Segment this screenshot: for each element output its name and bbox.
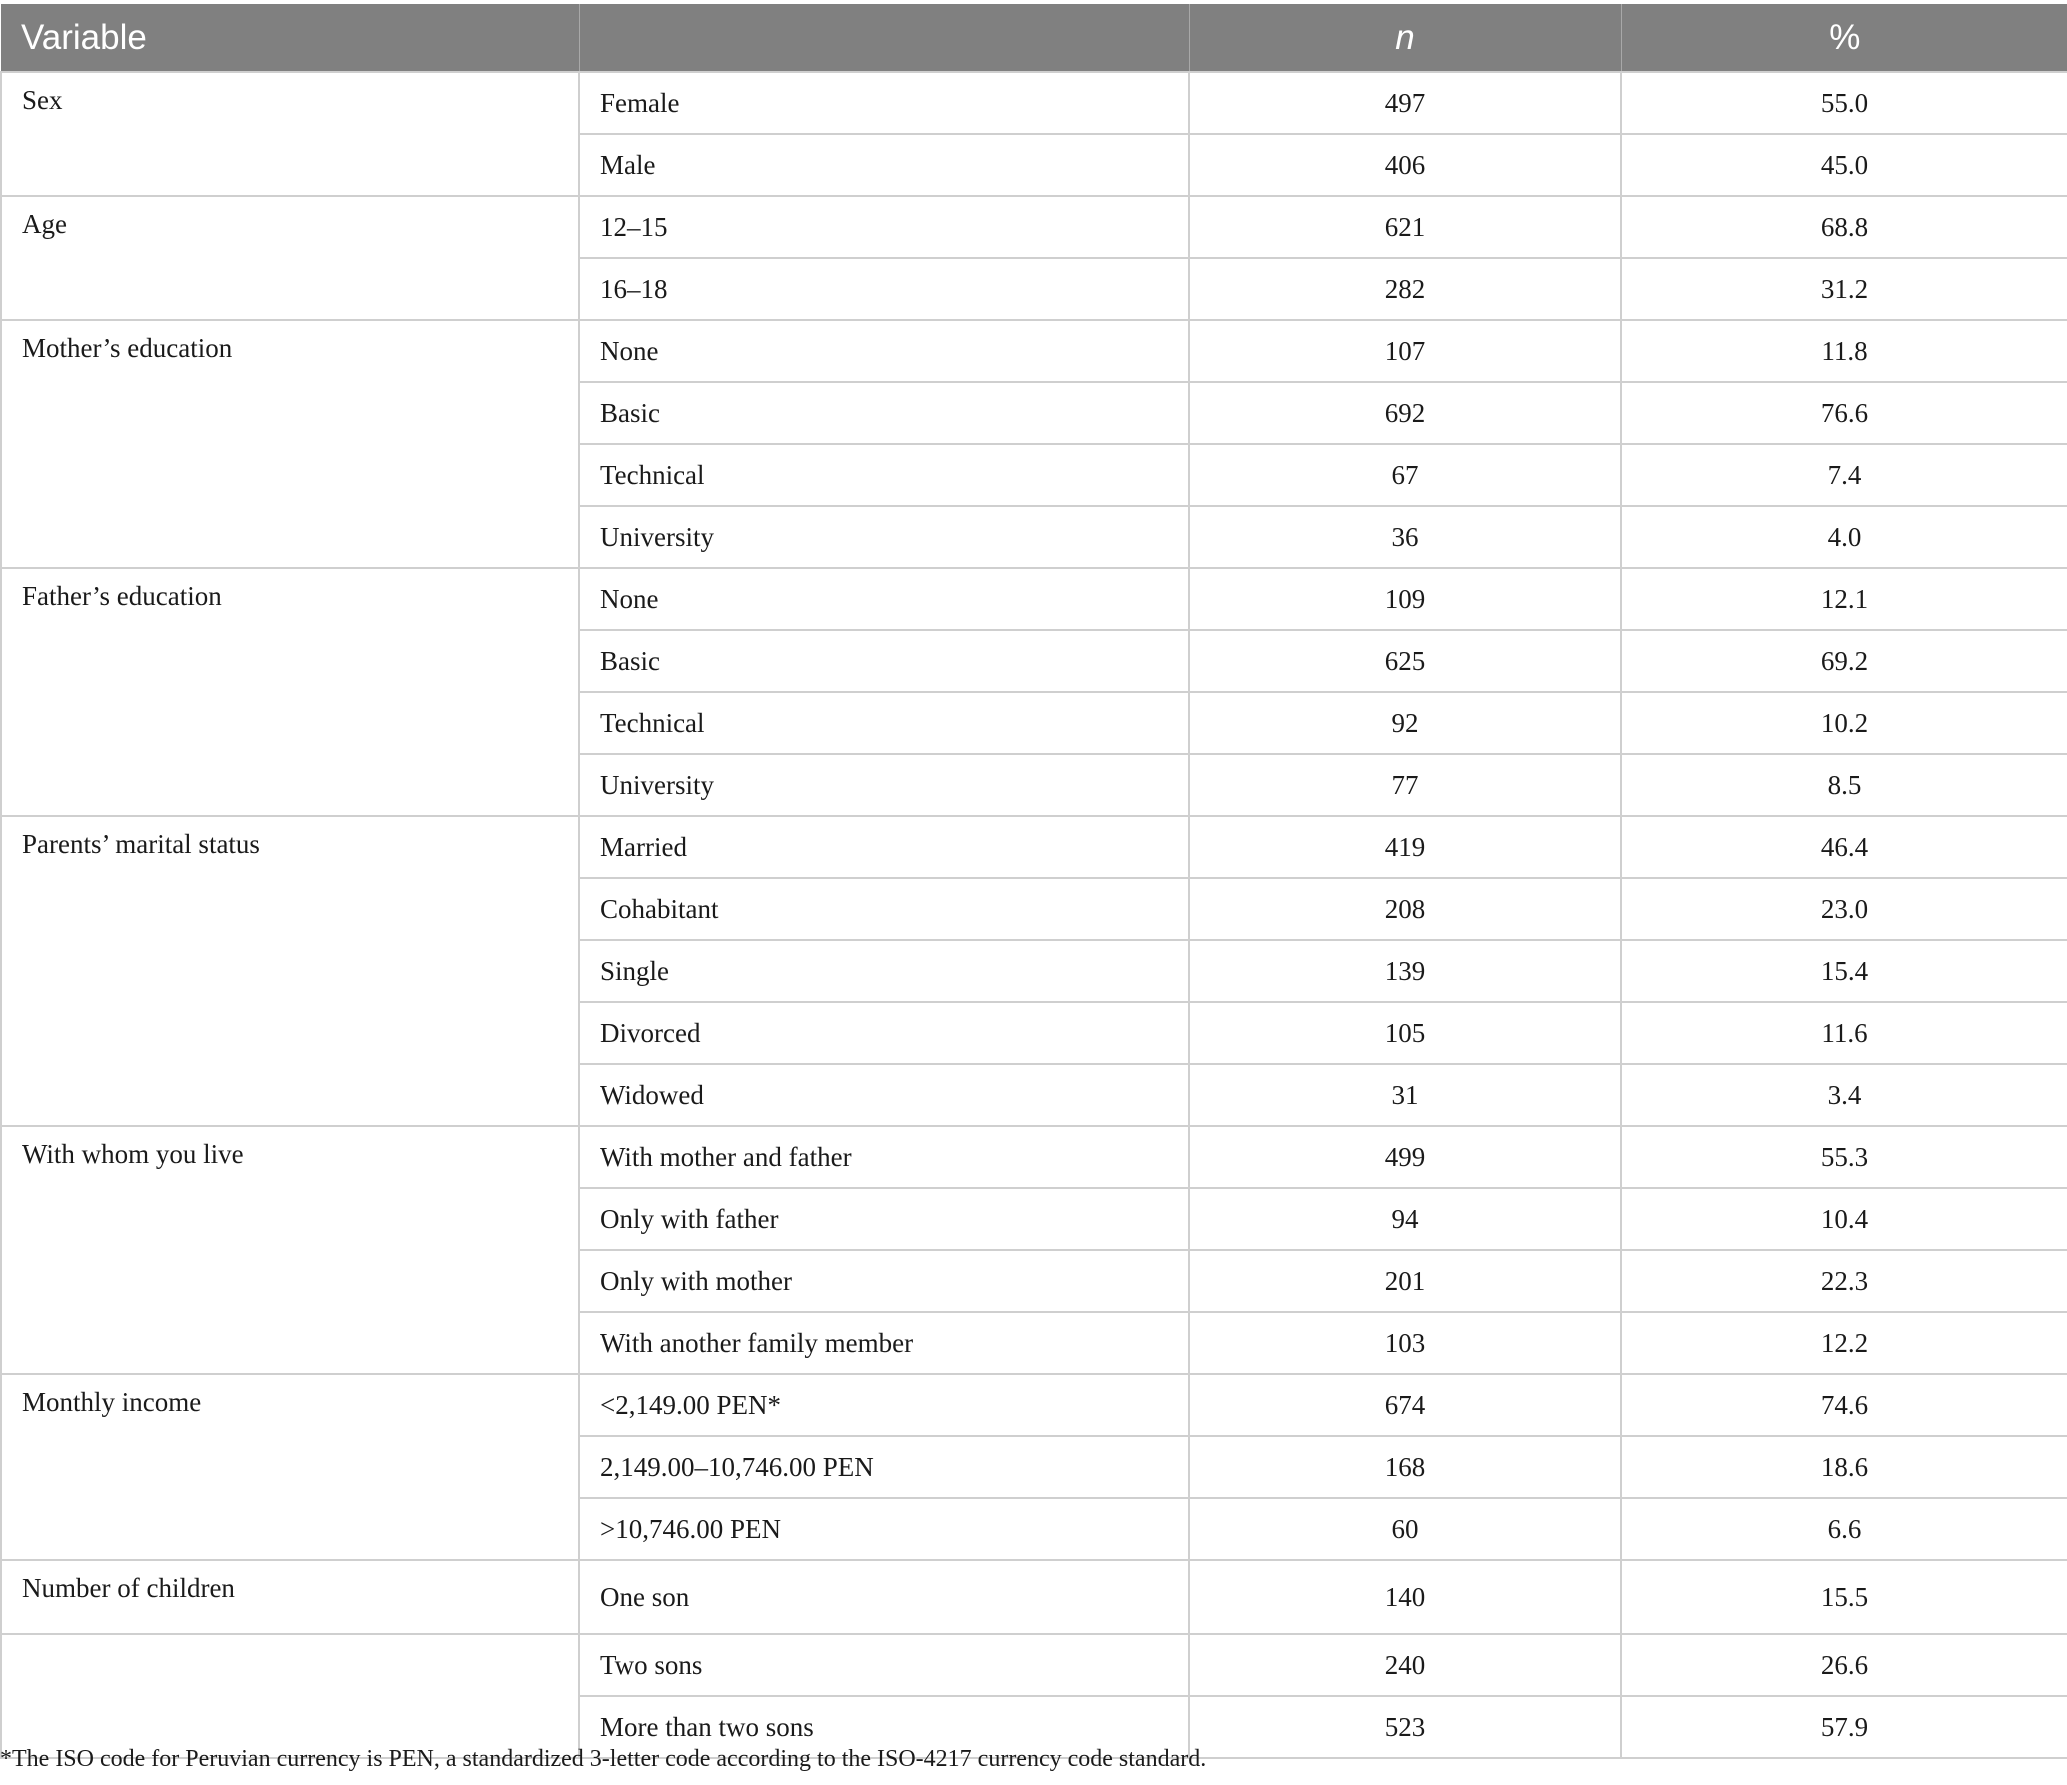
variable-cell: Monthly income xyxy=(1,1374,579,1560)
n-cell: 60 xyxy=(1189,1498,1621,1560)
category-cell: Cohabitant xyxy=(579,878,1189,940)
percent-cell: 8.5 xyxy=(1621,754,2067,816)
header-n: n xyxy=(1189,4,1621,72)
n-cell: 67 xyxy=(1189,444,1621,506)
percent-cell: 12.2 xyxy=(1621,1312,2067,1374)
n-cell: 105 xyxy=(1189,1002,1621,1064)
variable-cell: Father’s education xyxy=(1,568,579,816)
n-cell: 201 xyxy=(1189,1250,1621,1312)
category-cell: Divorced xyxy=(579,1002,1189,1064)
n-cell: 499 xyxy=(1189,1126,1621,1188)
table-row xyxy=(1,1634,2067,1696)
percent-cell: 69.2 xyxy=(1621,630,2067,692)
percent-cell: 10.2 xyxy=(1621,692,2067,754)
category-cell: Technical xyxy=(579,692,1189,754)
category-cell: Male xyxy=(579,134,1189,196)
percent-cell: 4.0 xyxy=(1621,506,2067,568)
percent-cell: 57.9 xyxy=(1621,1696,2067,1758)
table-row xyxy=(1,1560,2067,1634)
category-cell: University xyxy=(579,754,1189,816)
category-cell: University xyxy=(579,506,1189,568)
table-row xyxy=(1,320,2067,382)
category-cell: None xyxy=(579,320,1189,382)
table-row xyxy=(1,196,2067,258)
n-cell: 674 xyxy=(1189,1374,1621,1436)
percent-cell: 46.4 xyxy=(1621,816,2067,878)
percent-cell: 15.4 xyxy=(1621,940,2067,1002)
table-header-row xyxy=(1,4,2067,72)
variable-cell: Mother’s education xyxy=(1,320,579,568)
category-cell: >10,746.00 PEN xyxy=(579,1498,1189,1560)
table-row xyxy=(1,1126,2067,1188)
percent-cell: 22.3 xyxy=(1621,1250,2067,1312)
n-cell: 692 xyxy=(1189,382,1621,444)
table-body xyxy=(1,72,2067,1758)
percent-cell: 55.0 xyxy=(1621,72,2067,134)
n-cell: 625 xyxy=(1189,630,1621,692)
percent-cell: 3.4 xyxy=(1621,1064,2067,1126)
n-cell: 240 xyxy=(1189,1634,1621,1696)
percent-cell: 11.6 xyxy=(1621,1002,2067,1064)
category-cell: Two sons xyxy=(579,1634,1189,1696)
n-cell: 208 xyxy=(1189,878,1621,940)
header-percent: % xyxy=(1621,4,2067,72)
header-category xyxy=(579,4,1189,72)
n-cell: 419 xyxy=(1189,816,1621,878)
n-cell: 36 xyxy=(1189,506,1621,568)
category-cell: Single xyxy=(579,940,1189,1002)
variable-cell: Age xyxy=(1,196,579,320)
category-cell: Basic xyxy=(579,630,1189,692)
percent-cell: 74.6 xyxy=(1621,1374,2067,1436)
n-cell: 77 xyxy=(1189,754,1621,816)
category-cell: None xyxy=(579,568,1189,630)
n-cell: 94 xyxy=(1189,1188,1621,1250)
variable-cell xyxy=(1,1634,579,1758)
variable-cell: Sex xyxy=(1,72,579,196)
percent-cell: 15.5 xyxy=(1621,1560,2067,1634)
category-cell: With another family member xyxy=(579,1312,1189,1374)
n-cell: 140 xyxy=(1189,1560,1621,1634)
category-cell: Female xyxy=(579,72,1189,134)
category-cell: 2,149.00–10,746.00 PEN xyxy=(579,1436,1189,1498)
percent-cell: 12.1 xyxy=(1621,568,2067,630)
percent-cell: 6.6 xyxy=(1621,1498,2067,1560)
percent-cell: 23.0 xyxy=(1621,878,2067,940)
n-cell: 31 xyxy=(1189,1064,1621,1126)
category-cell: 16–18 xyxy=(579,258,1189,320)
category-cell: Only with mother xyxy=(579,1250,1189,1312)
percent-cell: 68.8 xyxy=(1621,196,2067,258)
n-cell: 406 xyxy=(1189,134,1621,196)
n-cell: 103 xyxy=(1189,1312,1621,1374)
percent-cell: 45.0 xyxy=(1621,134,2067,196)
n-cell: 92 xyxy=(1189,692,1621,754)
percent-cell: 10.4 xyxy=(1621,1188,2067,1250)
n-cell: 621 xyxy=(1189,196,1621,258)
table-row xyxy=(1,568,2067,630)
variable-cell: Parents’ marital status xyxy=(1,816,579,1126)
table-row xyxy=(1,1374,2067,1436)
n-cell: 139 xyxy=(1189,940,1621,1002)
category-cell: <2,149.00 PEN* xyxy=(579,1374,1189,1436)
category-cell: 12–15 xyxy=(579,196,1189,258)
table-footnote: *The ISO code for Peruvian currency is PEN, a standardized 3-letter code according to the ISO-4217 currency code standard. xyxy=(0,1746,1207,1772)
percent-cell: 26.6 xyxy=(1621,1634,2067,1696)
percent-cell: 55.3 xyxy=(1621,1126,2067,1188)
n-cell: 107 xyxy=(1189,320,1621,382)
demographics-table xyxy=(0,4,2067,1759)
n-cell: 282 xyxy=(1189,258,1621,320)
category-cell: Widowed xyxy=(579,1064,1189,1126)
table-row xyxy=(1,72,2067,134)
table-row xyxy=(1,816,2067,878)
category-cell: Only with father xyxy=(579,1188,1189,1250)
category-cell: More than two sons xyxy=(579,1696,1189,1758)
percent-cell: 7.4 xyxy=(1621,444,2067,506)
n-cell: 497 xyxy=(1189,72,1621,134)
variable-cell: Number of children xyxy=(1,1560,579,1634)
n-cell: 109 xyxy=(1189,568,1621,630)
percent-cell: 31.2 xyxy=(1621,258,2067,320)
percent-cell: 11.8 xyxy=(1621,320,2067,382)
n-cell: 168 xyxy=(1189,1436,1621,1498)
category-cell: One son xyxy=(579,1560,1189,1634)
n-cell: 523 xyxy=(1189,1696,1621,1758)
category-cell: Technical xyxy=(579,444,1189,506)
category-cell: Basic xyxy=(579,382,1189,444)
category-cell: With mother and father xyxy=(579,1126,1189,1188)
percent-cell: 76.6 xyxy=(1621,382,2067,444)
header-variable: Variable xyxy=(1,4,579,72)
category-cell: Married xyxy=(579,816,1189,878)
variable-cell: With whom you live xyxy=(1,1126,579,1374)
percent-cell: 18.6 xyxy=(1621,1436,2067,1498)
